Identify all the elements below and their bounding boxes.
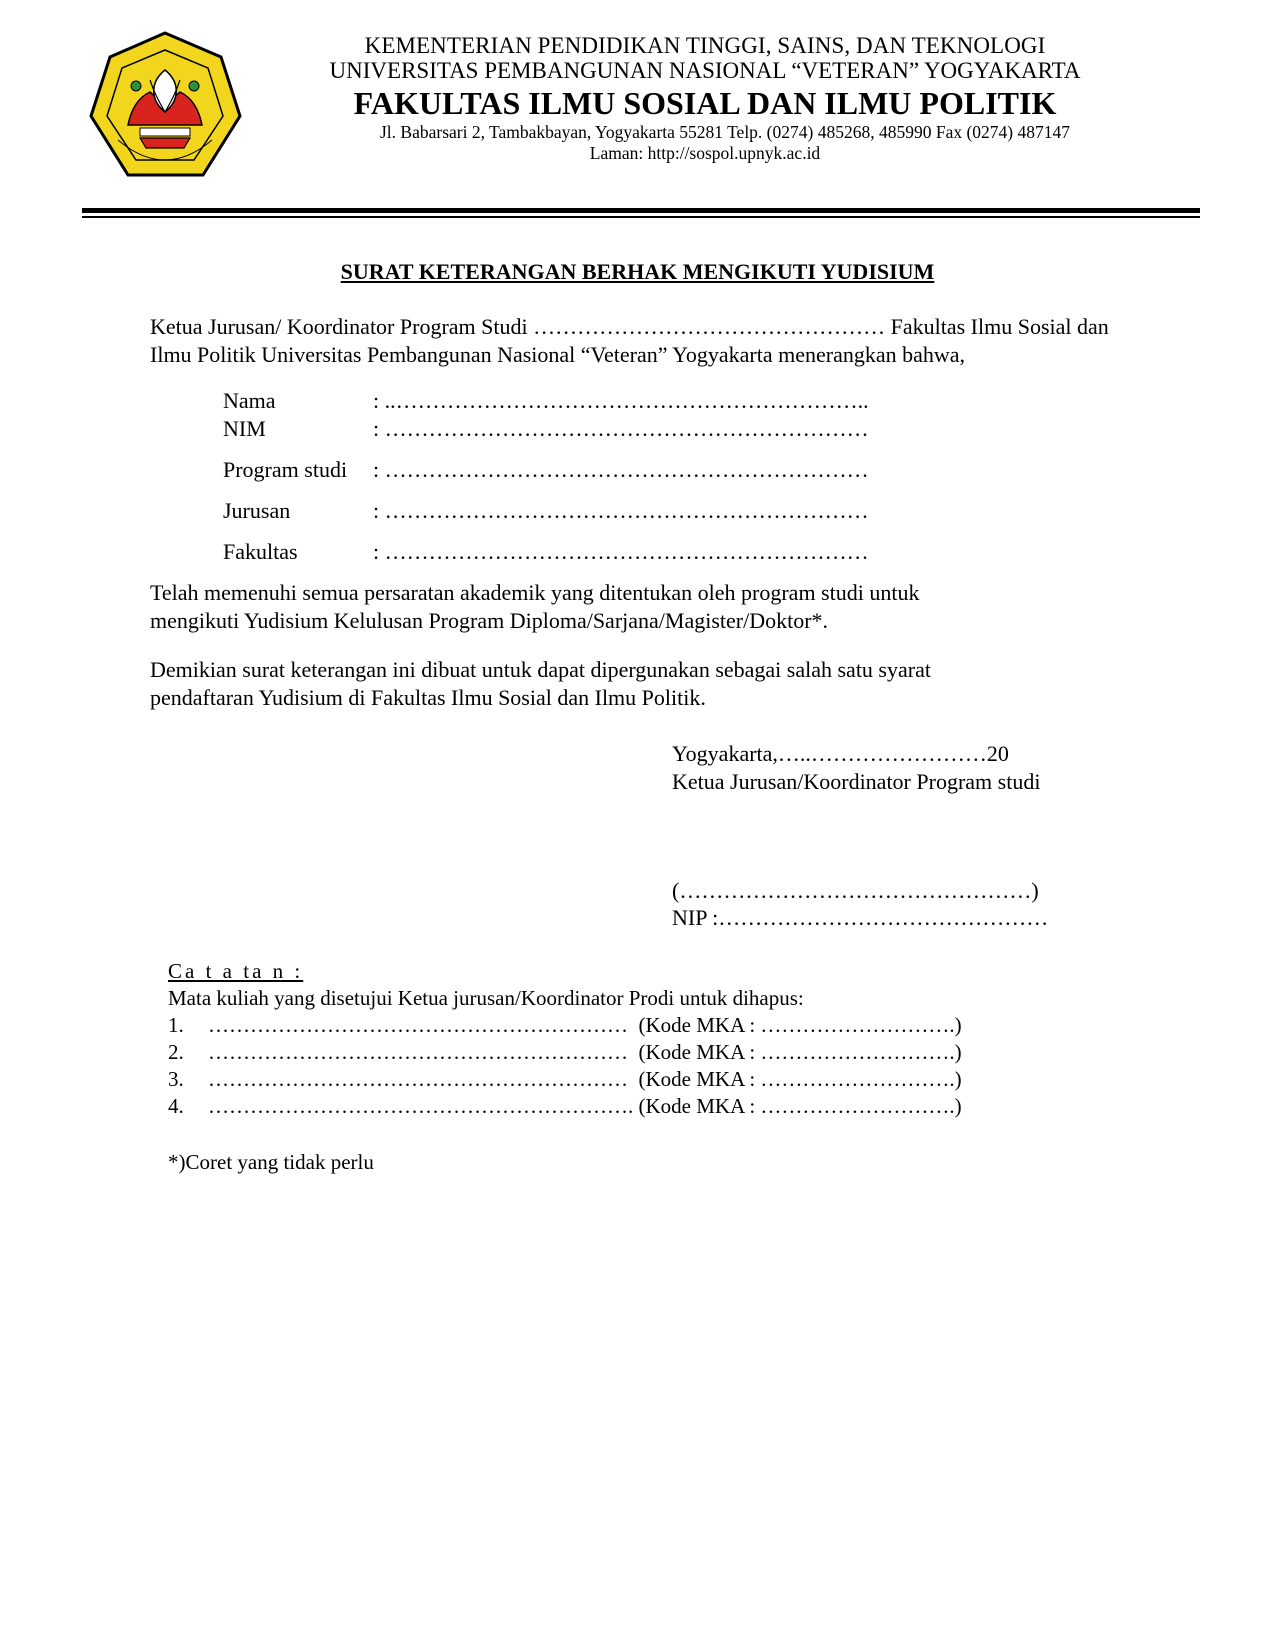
header-divider-thick	[82, 208, 1200, 213]
list-item-number: 2.	[168, 1040, 184, 1064]
field-nim	[223, 415, 869, 443]
field-program-studi	[223, 456, 869, 484]
field-label: Nama	[223, 388, 276, 413]
field-nama	[223, 387, 869, 415]
list-item	[168, 1066, 962, 1093]
list-item	[168, 1012, 962, 1039]
list-item-text: …………………………………………………… (Kode MKA : ……………………….)	[208, 1040, 962, 1064]
university-name: UNIVERSITAS PEMBANGUNAN NASIONAL “VETERAN” YOGYAKARTA	[329, 58, 1081, 83]
university-logo	[88, 30, 243, 188]
list-item	[168, 1093, 962, 1120]
list-item-number: 3.	[168, 1067, 184, 1091]
ministry-name: KEMENTERIAN PENDIDIKAN TINGGI, SAINS, DAN TEKNOLOGI	[364, 33, 1046, 58]
field-value: : ..………………………………………………………..	[373, 388, 869, 413]
field-value: : …………………………………………………………	[373, 498, 869, 523]
signature-role: Ketua Jurusan/Koordinator Program studi	[672, 769, 1041, 794]
field-value: : …………………………………………………………	[373, 416, 869, 441]
faculty-name: FAKULTAS ILMU SOSIAL DAN ILMU POLITIK	[353, 85, 1057, 121]
notes-intro: Mata kuliah yang disetujui Ketua jurusan/Koordinator Prodi untuk dihapus:	[168, 986, 804, 1010]
closing-paragraph: Demikian surat keterangan ini dibuat untuk dapat dipergunakan sebagai salah satu syarat pendaftaran Yudisium di Fakultas Ilmu Sosial dan Ilmu Politik.	[150, 657, 931, 710]
letterhead	[255, 33, 1155, 164]
field-label: Fakultas	[223, 539, 298, 564]
intro-paragraph: Ketua Jurusan/ Koordinator Program Studi ………………………………………… Fakultas Ilmu Sosial dan Ilmu Politik Universitas Pembangunan Nasional “Veteran” Yogyakarta menerangkan bahwa,	[150, 314, 1109, 367]
list-item-text: …………………………………………………… (Kode MKA : ……………………….)	[208, 1067, 962, 1091]
list-item	[168, 1039, 962, 1066]
field-fakultas	[223, 538, 869, 566]
website: Laman: http://sospol.upnyk.ac.id	[589, 143, 821, 163]
notes-title: Ca t a ta n :	[168, 959, 304, 983]
field-value: : …………………………………………………………	[373, 457, 869, 482]
field-jurusan	[223, 497, 869, 525]
list-item-number: 1.	[168, 1013, 184, 1037]
list-item-text: …………………………………………………… (Kode MKA : ……………………….)	[208, 1013, 962, 1037]
field-label: Jurusan	[223, 498, 291, 523]
signature-name-line: (…………………………………………)	[672, 878, 1039, 903]
signature-place-date: Yogyakarta,…..……………………20	[672, 741, 1009, 766]
header-divider-thin	[82, 216, 1200, 218]
requirements-paragraph: Telah memenuhi semua persaratan akademik yang ditentukan oleh program studi untuk mengikuti Yudisium Kelulusan Program Diploma/Sarjana/Magister/Doktor*.	[150, 580, 920, 633]
footnote: *)Coret yang tidak perlu	[168, 1150, 374, 1174]
field-label: Program studi	[223, 457, 348, 482]
address: Jl. Babarsari 2, Tambakbayan, Yogyakarta 55281 Telp. (0274) 485268, 485990 Fax (0274) 487147	[379, 122, 1070, 142]
signature-nip: NIP :………………………………………	[672, 905, 1049, 930]
field-value: : …………………………………………………………	[373, 539, 869, 564]
list-item-text: ……………………………………………………. (Kode MKA : ……………………….)	[208, 1094, 962, 1118]
list-item-number: 4.	[168, 1094, 184, 1118]
document-title: SURAT KETERANGAN BERHAK MENGIKUTI YUDISIUM	[340, 259, 935, 284]
field-label: NIM	[223, 416, 266, 441]
